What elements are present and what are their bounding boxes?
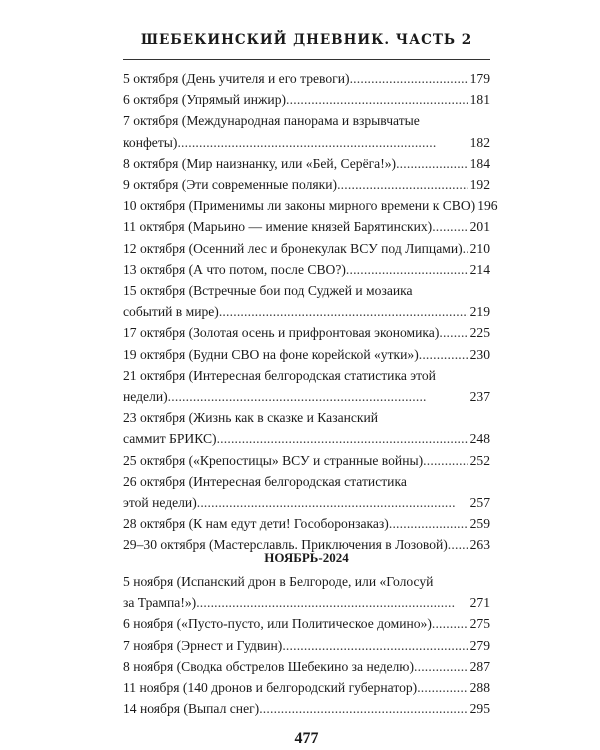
dot-leader — [337, 174, 468, 195]
dot-leader — [432, 613, 468, 634]
toc-entry — [123, 259, 490, 280]
toc-entry-line — [123, 656, 490, 677]
toc-entry-title: 7 октября (Международная панорама и взрывчатые — [123, 113, 420, 129]
toc-entry-title: 15 октября (Встречные бои под Суджей и мозаика — [123, 283, 413, 299]
toc-entry-title: 29–30 октября (Мастерславль. Приключения в Лозовой) — [123, 537, 448, 553]
toc-entry-page: 288 — [469, 680, 490, 696]
toc-entry-line — [123, 238, 490, 259]
dot-leader — [217, 428, 468, 449]
toc-entry-title: 5 октября (День учителя и его тревоги) — [123, 71, 350, 86]
dot-leader — [419, 344, 468, 365]
toc-entry-title: 21 октября (Интересная белгородская статистика этой — [123, 367, 436, 383]
toc-entry-title: саммит БРИКС) — [123, 431, 217, 447]
dot-leader — [350, 68, 468, 89]
toc-entry-page: 271 — [469, 595, 490, 611]
toc-entry-line — [123, 492, 490, 513]
toc-entry-line — [123, 365, 490, 386]
dot-leader — [439, 322, 467, 343]
toc-entry-title: 8 ноября (Сводка обстрелов Шебекино за неделю) — [123, 658, 414, 674]
toc-entry — [123, 110, 490, 152]
toc-entry-line — [123, 153, 490, 174]
toc-entry-line — [123, 322, 490, 343]
toc-entry-line — [123, 635, 490, 656]
toc-entry-page: 252 — [469, 452, 490, 468]
toc-entry-title: 13 октября (А что потом, после СВО?) — [123, 261, 346, 277]
toc-entry — [123, 656, 490, 677]
toc-entry — [123, 216, 490, 237]
toc-entry-line — [123, 471, 490, 492]
toc-entry-title: 10 октября (Применимы ли законы мирного времени к СВО) — [123, 198, 476, 214]
toc-entry — [123, 471, 490, 513]
dot-leader — [286, 89, 468, 110]
dot-leader — [197, 492, 468, 513]
dot-leader — [432, 216, 467, 237]
toc-entry-title: 25 октября («Крепостицы» ВСУ и странные войны) — [123, 452, 424, 468]
toc-entry-line — [123, 698, 490, 719]
section-heading: НОЯБРЬ-2024 — [264, 550, 349, 565]
header-rule — [123, 59, 490, 60]
toc-entry-title: 17 октября (Золотая осень и прифронтовая экономика) — [123, 325, 440, 341]
toc-entry — [123, 365, 490, 407]
toc-entry — [123, 344, 490, 365]
toc-entry-title: 7 ноября (Эрнест и Гудвин) — [123, 637, 283, 653]
toc-entry-page: 196 — [477, 198, 498, 214]
toc-entry-line — [123, 89, 490, 110]
toc-entry-page: 225 — [469, 325, 490, 341]
dot-leader — [168, 386, 468, 407]
dot-leader — [389, 513, 468, 534]
dot-leader — [196, 592, 467, 613]
page-number: 477 — [294, 730, 319, 747]
toc-entry-page: 287 — [469, 658, 490, 674]
toc-entry — [123, 613, 490, 634]
dot-leader — [417, 677, 467, 698]
toc-entry-title: 28 октября (К нам едут дети! Гособоронзаказ) — [123, 516, 389, 532]
toc-entry-title: 26 октября (Интересная белгородская статистика — [123, 473, 407, 489]
toc-entry — [123, 322, 490, 343]
toc-entry-line — [123, 174, 490, 195]
toc-entry-page: 214 — [469, 261, 490, 277]
toc-entry-line — [123, 592, 490, 613]
toc-entry-title: событий в мире) — [123, 304, 219, 320]
toc-entry-title: 14 ноября (Выпал снег) — [123, 701, 260, 717]
toc-entry-title: 6 октября (Упрямый инжир) — [123, 92, 287, 108]
toc-entry-page: 257 — [469, 495, 490, 511]
toc-entry-page: 219 — [469, 304, 490, 320]
toc-entry — [123, 89, 490, 110]
toc-entry-page: 179 — [469, 71, 490, 86]
toc-entry-title: 12 октября (Осенний лес и бронекулак ВСУ под Липцами) — [123, 240, 463, 256]
toc-entry-page: 263 — [469, 537, 490, 553]
toc-entry-line — [123, 571, 490, 592]
toc-entry-line — [123, 450, 490, 471]
toc-october — [123, 68, 498, 556]
toc-entry-line — [123, 259, 490, 280]
dot-leader — [414, 656, 468, 677]
toc-entry-line — [123, 110, 490, 131]
toc-entry — [123, 153, 490, 174]
toc-entry-title: конфеты) — [123, 134, 178, 150]
toc-entry-title: 8 октября (Мир наизнанку, или «Бей, Серёга!») — [123, 155, 397, 171]
toc-entry-line — [123, 195, 498, 216]
toc-entry — [123, 68, 490, 89]
toc-entry-line — [123, 428, 490, 449]
toc-entry-line — [123, 513, 490, 534]
toc-entry-page: 184 — [469, 155, 490, 171]
toc-entry-line — [123, 677, 490, 698]
toc-entry-page: 182 — [469, 134, 490, 150]
toc-entry — [123, 174, 490, 195]
toc-entry — [123, 677, 490, 698]
toc-entry-page: 279 — [469, 637, 490, 653]
toc-entry-line — [123, 280, 490, 301]
toc-entry — [123, 195, 498, 216]
toc-entry-page: 248 — [469, 431, 490, 447]
toc-entry-line — [123, 344, 490, 365]
toc-entry-page: 210 — [469, 240, 490, 256]
dot-leader — [346, 259, 468, 280]
toc-entry-line — [123, 386, 490, 407]
toc-entry — [123, 698, 490, 719]
toc-november — [123, 571, 490, 719]
toc-entry — [123, 513, 490, 534]
toc-entry-page: 230 — [469, 346, 490, 362]
dot-leader — [177, 132, 467, 153]
toc-entry-page: 237 — [469, 389, 490, 405]
toc-entry — [123, 238, 490, 259]
dot-leader — [423, 450, 467, 471]
toc-entry-page: 275 — [469, 616, 490, 632]
dot-leader — [396, 153, 468, 174]
toc-entry-line — [123, 301, 490, 322]
toc-entry-title: 19 октября (Будни СВО на фоне корейской «утки») — [123, 346, 419, 362]
toc-entry-page: 181 — [469, 92, 490, 108]
toc-entry-page: 259 — [469, 516, 490, 532]
toc-entry-title: за Трампа!») — [123, 595, 197, 611]
toc-entry — [123, 450, 490, 471]
toc-entry-page: 295 — [469, 701, 490, 717]
toc-entry — [123, 571, 490, 613]
toc-entry-title: 11 ноября (140 дронов и белгородский губернатор) — [123, 680, 418, 696]
toc-entry-page: 192 — [469, 177, 490, 193]
toc-entry-title: 9 октября (Эти современные поляки) — [123, 177, 338, 193]
toc-entry-line — [123, 216, 490, 237]
toc-entry-title: недели) — [123, 389, 168, 405]
toc-entry-line — [123, 407, 490, 428]
toc-entry — [123, 635, 490, 656]
toc-entry-page: 201 — [469, 219, 490, 235]
toc-entry-title: 5 ноября (Испанский дрон в Белгороде, или «Голосуй — [123, 574, 434, 589]
toc-entry — [123, 280, 490, 322]
toc-entry-title: 23 октября (Жизнь как в сказке и Казанский — [123, 410, 379, 426]
toc-entry-title: 11 октября (Марьино — имение князей Барятинских) — [123, 219, 433, 235]
toc-entry-line — [123, 132, 490, 153]
toc-entry-title: этой недели) — [123, 495, 197, 511]
toc-entry — [123, 407, 490, 449]
dot-leader — [282, 635, 467, 656]
toc-entry-title: 6 ноября («Пусто-пусто, или Политическое домино») — [123, 616, 432, 632]
running-head: ШЕБЕКИНСКИЙ ДНЕВНИК. ЧАСТЬ 2 — [140, 32, 473, 48]
dot-leader — [259, 698, 467, 719]
toc-entry-line — [123, 68, 490, 89]
toc-entry-line — [123, 613, 490, 634]
dot-leader — [219, 301, 468, 322]
